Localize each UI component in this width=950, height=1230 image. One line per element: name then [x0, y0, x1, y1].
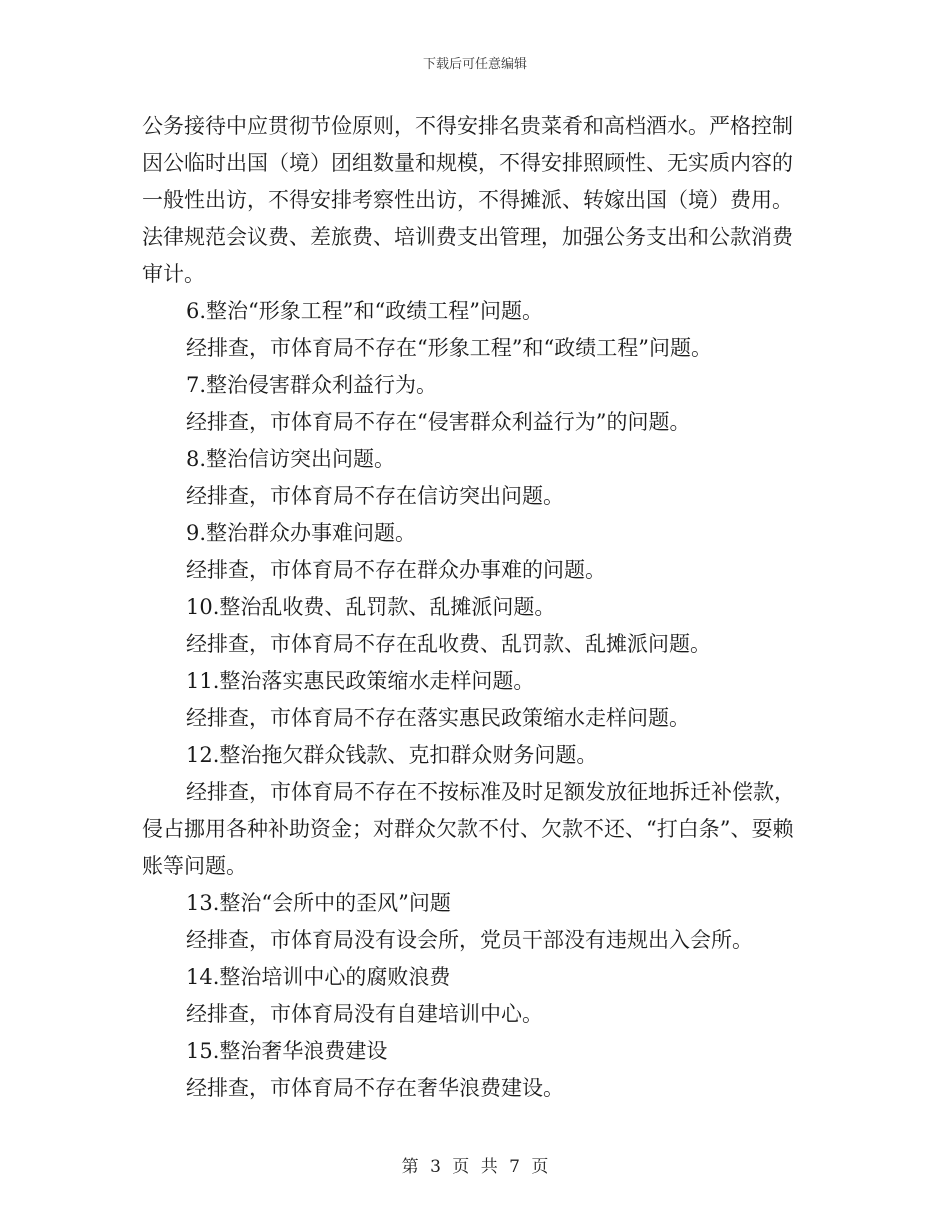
section-heading: 12.整治拖欠群众钱款、克扣群众财务问题。: [186, 743, 598, 767]
document-body: [142, 108, 812, 1107]
paragraph: 经排查，市体育局不存在落实惠民政策缩水走样问题。: [186, 706, 690, 730]
paragraph: 经排查，市体育局不存在群众办事难的问题。: [186, 558, 606, 582]
paragraph: 经排查，市体育局不存在乱收费、乱罚款、乱摊派问题。: [186, 632, 711, 656]
paragraph: 经排查，市体育局不存在奢华浪费建设。: [186, 1076, 564, 1100]
paragraph: 经排查，市体育局不存在“形象工程”和“政绩工程”问题。: [186, 336, 712, 360]
section-heading: 11.整治落实惠民政策缩水走样问题。: [186, 669, 535, 693]
section-heading: 9.整治群众办事难问题。: [186, 521, 417, 545]
section-heading: 14.整治培训中心的腐败浪费: [186, 965, 451, 989]
section-heading: 15.整治奢华浪费建设: [186, 1039, 388, 1063]
section-heading: 6.整治“形象工程”和“政绩工程”问题。: [186, 299, 543, 323]
page-number: 第 3 页 共 7 页: [401, 1157, 549, 1177]
section-heading: 8.整治信访突出问题。: [186, 447, 396, 471]
paragraph: 经排查，市体育局没有设会所，党员干部没有违规出入会所。: [186, 928, 753, 952]
section-heading: 13.整治“会所中的歪风”问题: [186, 891, 451, 915]
paragraph: 经排查，市体育局不存在“侵害群众利益行为”的问题。: [186, 410, 691, 434]
section-heading: 10.整治乱收费、乱罚款、乱摊派问题。: [186, 595, 556, 619]
paragraph: 公务接待中应贯彻节俭原则，不得安排名贵菜肴和高档酒水。严格控制因公临时出国（境）团组数量和规模，不得安排照顾性、无实质内容的一般性出访，不得安排考察性出访，不得摊派、转嫁出国（境）费用。法律规范会议费、差旅费、培训费支出管理，加强公务支出和公款消费审计。: [142, 114, 793, 286]
paragraph: 经排查，市体育局没有自建培训中心。: [186, 1002, 543, 1026]
paragraph: 经排查，市体育局不存在不按标准及时足额发放征地拆迁补偿款，侵占挪用各种补助资金；对群众欠款不付、欠款不还、“打白条”、耍赖账等问题。: [142, 780, 795, 878]
page-header: 下载后可任意编辑: [422, 57, 527, 72]
section-heading: 7.整治侵害群众利益行为。: [186, 373, 438, 397]
paragraph: 经排查，市体育局不存在信访突出问题。: [186, 484, 564, 508]
